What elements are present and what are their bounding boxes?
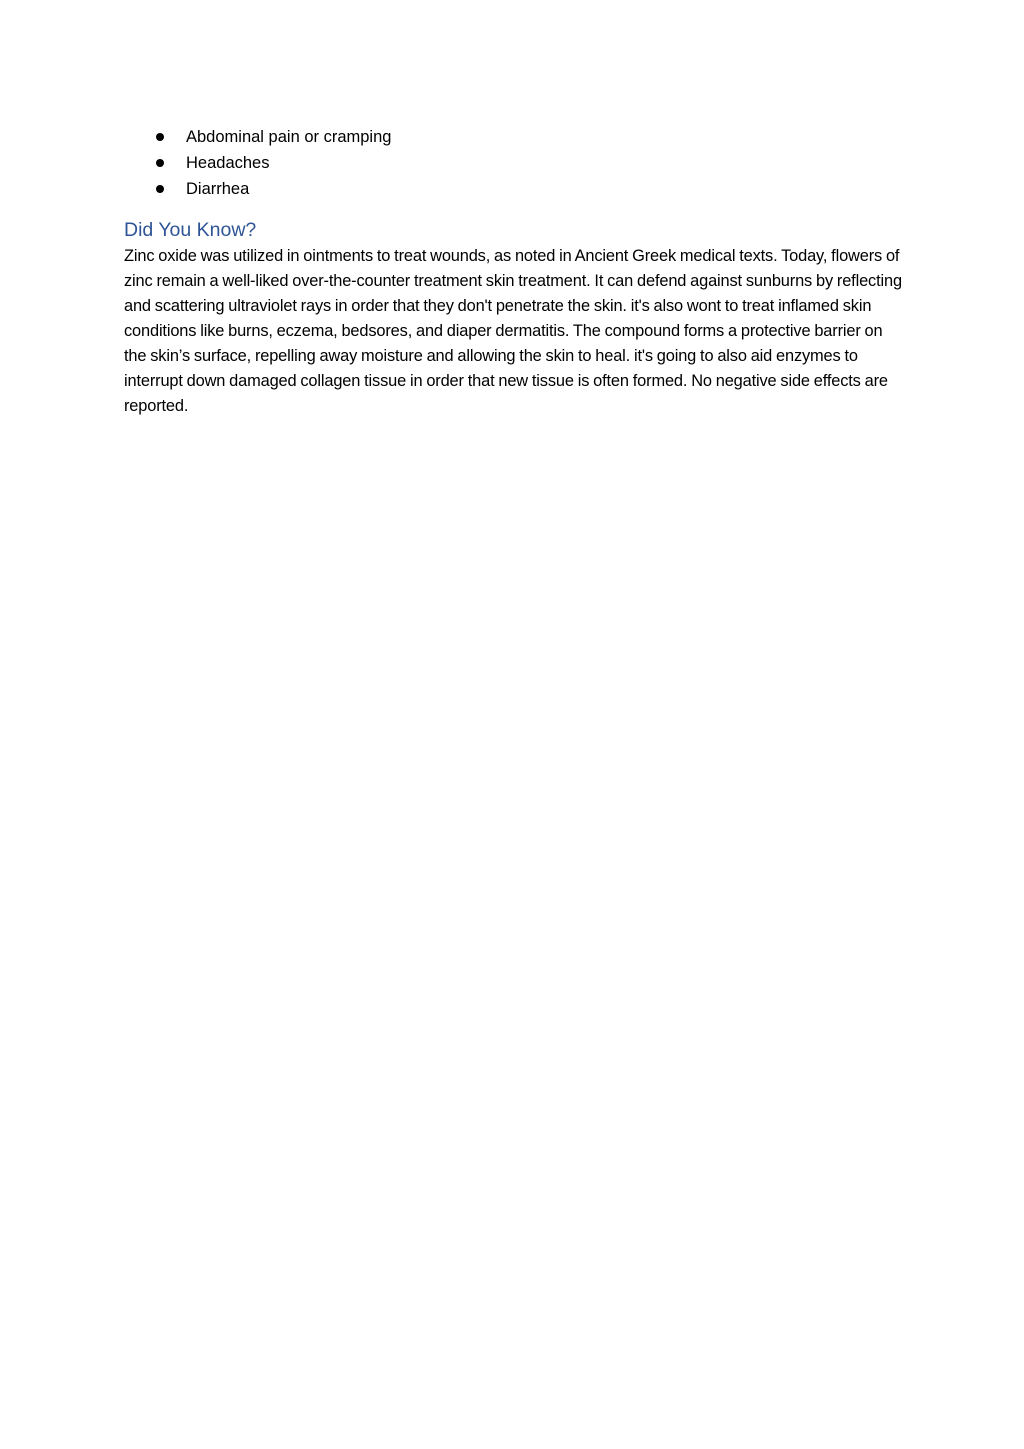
bullet-icon: [156, 133, 164, 141]
list-item: [124, 150, 904, 176]
bullet-icon: [156, 185, 164, 193]
symptom-list: [124, 124, 904, 202]
bullet-icon: [156, 159, 164, 167]
page-content: [124, 124, 904, 419]
list-item-text: Headaches: [186, 154, 270, 172]
section-heading: Did You Know?: [124, 219, 257, 241]
list-item: [124, 124, 904, 150]
list-item: [124, 176, 904, 202]
list-item-text: Diarrhea: [186, 180, 250, 198]
body-paragraph: Zinc oxide was utilized in ointments to treat wounds, as noted in Ancient Greek medical texts. Today, flowers of zinc remain a well-liked over-the-counter treatment skin treatment. It can defend against sunburns by reflecting and scattering ultraviolet rays in order that they don't penetrate the skin. it's also wont to treat inflamed skin conditions like burns, eczema, bedsores, and diaper dermatitis. The compound forms a protective barrier on the skin’s surface, repelling away moisture and allowing the skin to heal. it's going to also aid enzymes to interrupt down damaged collagen tissue in order that new tissue is often formed. No negative side effects are reported.: [124, 247, 902, 415]
list-item-text: Abdominal pain or cramping: [186, 128, 392, 146]
